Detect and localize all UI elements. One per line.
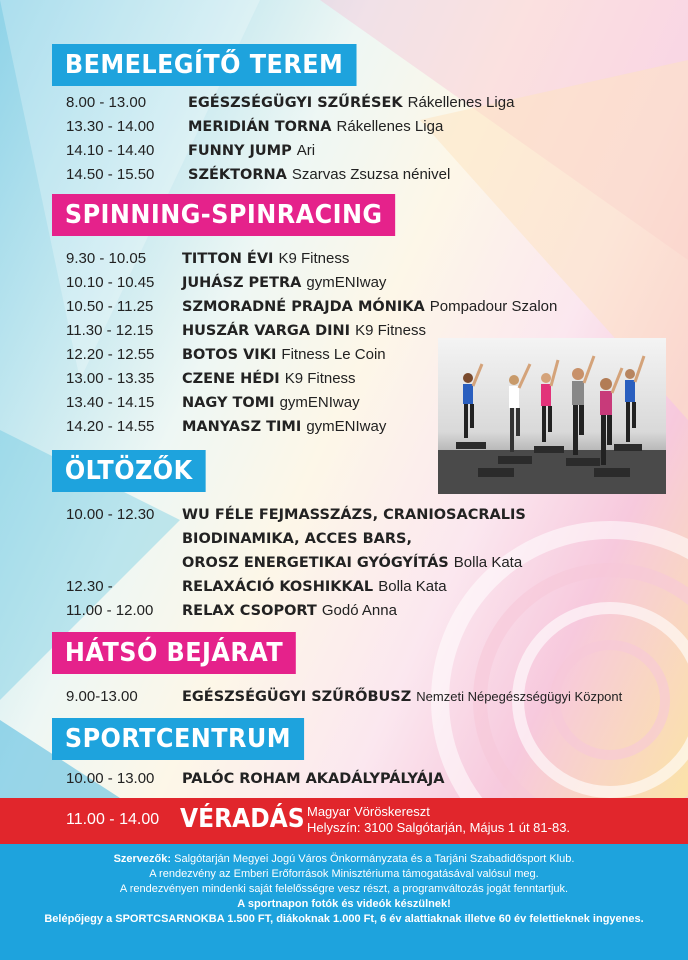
schedule-row — [66, 92, 515, 114]
schedule-row — [66, 368, 356, 390]
row-time: 10.10 - 10.45 — [66, 274, 155, 291]
veradas-title: VÉRADÁS — [180, 804, 305, 834]
row-org: K9 Fitness — [284, 370, 356, 387]
row-name: JUHÁSZ PETRA — [182, 275, 302, 291]
row-name: PALÓC ROHAM AKADÁLYPÁLYÁJA — [182, 771, 445, 787]
row-time: 11.30 - 12.15 — [66, 322, 154, 339]
schedule-row — [66, 140, 316, 162]
schedule-row — [66, 686, 623, 708]
organizers-label: Szervezők: — [113, 853, 172, 865]
schedule-row — [66, 320, 426, 342]
row-time: 13.30 - 14.00 — [66, 118, 155, 135]
schedule-row — [66, 504, 526, 526]
row-time: 11.00 - 12.00 — [66, 602, 154, 619]
row-org: Rákellenes Liga — [336, 118, 444, 135]
footer-line-5: Belépőjegy a SPORTCSARNOKBA 1.500 FT, diákoknak 1.000 Ft, 6 év alattiaknak illetve 60 év felettieknek ingyenes. — [44, 913, 644, 925]
row-org: gymENIway — [306, 418, 387, 435]
veradas-band — [0, 798, 688, 844]
schedule-row — [66, 392, 360, 414]
row-name: RELAXÁCIÓ KOSHIKKAL — [182, 579, 374, 595]
veradas-location: Helyszín: 3100 Salgótarján, Május 1 út 81-83. — [307, 820, 571, 835]
footer-line-3: A rendezvényen mindenki saját felelősségre vesz részt, a programváltozás jogát fenntartjuk. — [119, 883, 569, 895]
section-title-bemelegito: BEMELEGÍTŐ TEREM — [52, 44, 356, 86]
row-name: HUSZÁR VARGA DINI — [182, 323, 351, 339]
veradas-org: Magyar Vöröskereszt — [307, 804, 430, 819]
row-org: Nemzeti Népegészségügyi Központ — [416, 689, 623, 704]
row-time: 10.50 - 11.25 — [66, 298, 154, 315]
row-org: Godó Anna — [321, 602, 397, 619]
row-name: RELAX CSOPORT — [182, 603, 317, 619]
row-name: WU FÉLE FEJMASSZÁZS, CRANIOSACRALIS — [182, 507, 526, 523]
schedule-row — [66, 600, 397, 622]
schedule-row — [66, 416, 387, 438]
row-org: Bolla Kata — [453, 554, 523, 571]
veradas-time: 11.00 - 14.00 — [66, 811, 160, 828]
row-name: EGÉSZSÉGÜGYI SZŰRŐBUSZ — [182, 689, 412, 705]
row-org: Pompadour Szalon — [429, 298, 558, 315]
schedule-row — [66, 272, 387, 294]
row-time: 12.30 - — [66, 578, 113, 595]
row-name: MERIDIÁN TORNA — [188, 119, 332, 135]
row-org: Fitness Le Coin — [281, 346, 386, 363]
organizers-text: Salgótarján Megyei Jogú Város Önkormányzata és a Tarjáni Szabadidősport Klub. — [174, 853, 575, 865]
row-time: 8.00 - 13.00 — [66, 94, 147, 111]
row-time: 14.10 - 14.40 — [66, 142, 155, 159]
row-name: NAGY TOMI — [182, 395, 275, 411]
schedule-row — [66, 576, 447, 598]
row-time: 14.20 - 14.55 — [66, 418, 155, 435]
row-org: K9 Fitness — [278, 250, 350, 267]
section-title-hatso-bejarat: HÁTSÓ BEJÁRAT — [52, 632, 296, 674]
schedule-row — [66, 116, 444, 138]
row-org: K9 Fitness — [355, 322, 426, 339]
row-time: 9.30 - 10.05 — [66, 250, 147, 267]
row-name: MANYASZ TIMI — [182, 419, 302, 435]
footer-info — [0, 844, 688, 960]
section-title-spinning: SPINNING-SPINRACING — [52, 194, 395, 236]
row-org: Bolla Kata — [378, 578, 447, 595]
row-org: Rákellenes Liga — [407, 94, 515, 111]
footer-organizers — [0, 852, 688, 867]
row-time: 10.00 - 13.00 — [66, 770, 155, 787]
aerobics-photo — [438, 338, 666, 494]
row-name: BIODINAMIKA, ACCES BARS, — [182, 531, 412, 547]
aerobics-photo-image — [438, 338, 666, 494]
row-name: FUNNY JUMP — [188, 143, 292, 159]
footer-line-2: A rendezvény az Emberi Erőforrások Minisztériuma támogatásával valósul meg. — [149, 868, 539, 880]
row-org: Ari — [296, 142, 316, 159]
row-name: TITTON ÉVI — [182, 251, 274, 267]
footer-line-4: A sportnapon fotók és videók készülnek! — [237, 898, 451, 910]
row-name: CZENE HÉDI — [182, 371, 280, 387]
row-name: BOTOS VIKI — [182, 347, 277, 363]
section-title-sportcentrum: SPORTCENTRUM — [52, 718, 304, 760]
row-time: 12.20 - 12.55 — [66, 346, 155, 363]
schedule-row — [66, 296, 558, 318]
schedule-row — [66, 248, 350, 270]
row-org: gymENIway — [306, 274, 387, 291]
row-time: 9.00-13.00 — [66, 688, 138, 705]
row-org: gymENIway — [279, 394, 360, 411]
row-name: SZÉKTORNA — [188, 167, 287, 183]
row-name: SZMORADNÉ PRAJDA MÓNIKA — [182, 299, 425, 315]
schedule-row — [66, 344, 386, 366]
row-time: 10.00 - 12.30 — [66, 506, 155, 523]
schedule-row — [66, 164, 451, 186]
row-time: 14.50 - 15.50 — [66, 166, 155, 183]
schedule-row — [66, 768, 445, 790]
row-time: 13.40 - 14.15 — [66, 394, 155, 411]
row-name: EGÉSZSÉGÜGYI SZŰRÉSEK — [188, 95, 403, 111]
row-time: 13.00 - 13.35 — [66, 370, 155, 387]
row-name: OROSZ ENERGETIKAI GYÓGYÍTÁS — [182, 555, 449, 571]
row-org: Szarvas Zsuzsa nénivel — [291, 166, 451, 183]
section-title-oltozok: ÖLTÖZŐK — [52, 450, 205, 492]
